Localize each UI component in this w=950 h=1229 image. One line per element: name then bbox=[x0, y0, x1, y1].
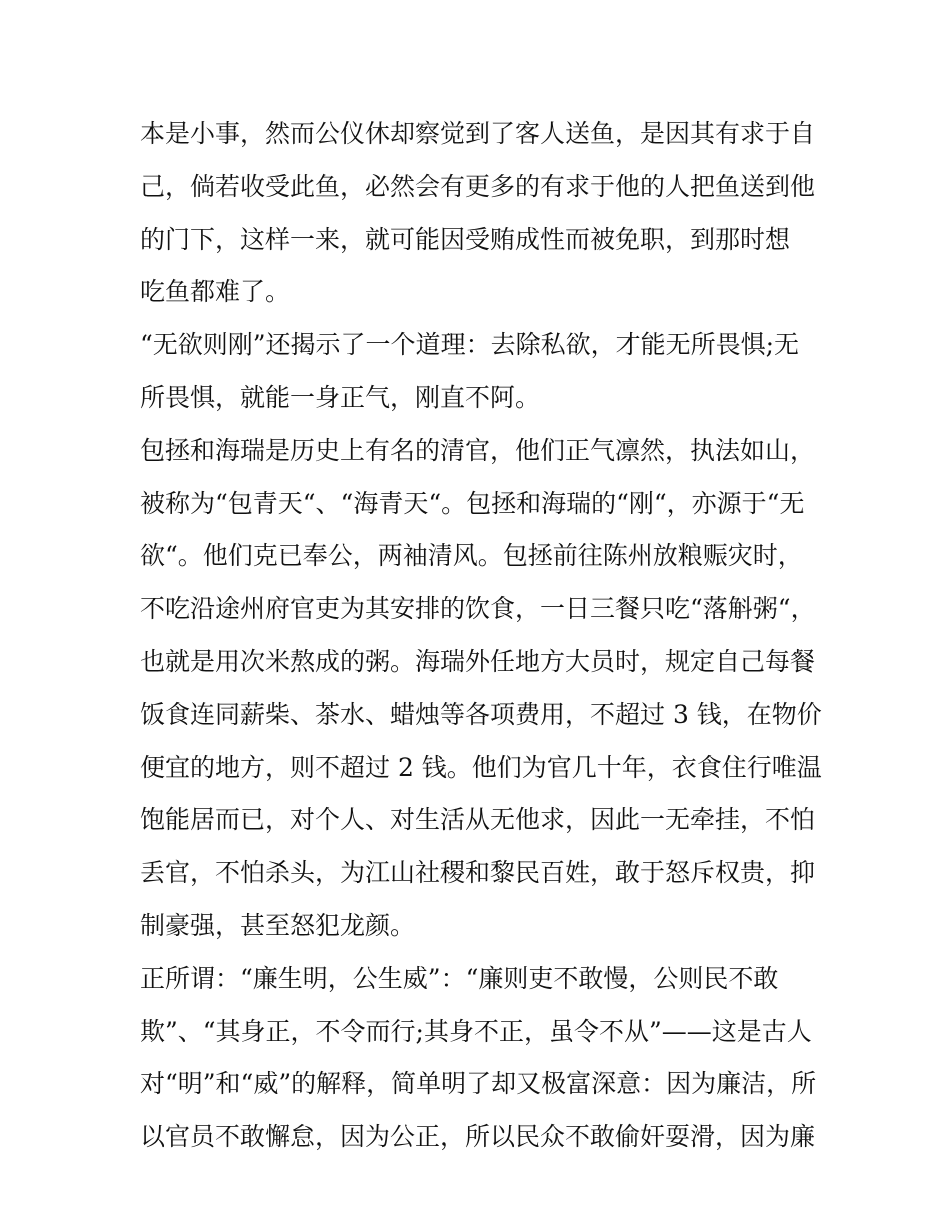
text-line: 吃鱼都难了。 bbox=[140, 277, 291, 307]
text-line: 己，倘若收受此鱼，必然会有更多的有求于他的人把鱼送到他 bbox=[140, 171, 816, 201]
text-line: 丢官，不怕杀头，为江山社稷和黎民百姓，敢于怒斥权贵，抑 bbox=[140, 858, 816, 888]
text-line: 不吃沿途州府官吏为其安排的饮食，一日三餐只吃“落斛粥“， bbox=[140, 594, 816, 624]
text-line: 欲“。他们克已奉公，两袖清风。包拯前往陈州放粮赈灾时， bbox=[140, 541, 803, 571]
text-line: 包拯和海瑞是历史上有名的清官，他们正气凛然，执法如山， bbox=[140, 435, 816, 465]
document-body bbox=[140, 108, 830, 1164]
text-line: 对“明”和“威”的解释，简单明了却又极富深意：因为廉洁，所 bbox=[140, 1069, 817, 1099]
text-line: 正所谓：“廉生明，公生威”：“廉则吏不敢慢，公则民不敢 bbox=[140, 963, 779, 993]
text-line: 被称为“包青天“、“海青天“。包拯和海瑞的“刚“，亦源于“无 bbox=[140, 488, 805, 518]
text-line: 以官员不敢懈怠，因为公正，所以民众不敢偷奸耍滑，因为廉 bbox=[140, 1122, 816, 1152]
text-line: 本是小事，然而公仪休却察觉到了客人送鱼，是因其有求于自 bbox=[140, 119, 816, 148]
text-line: 饭食连同薪柴、茶水、蜡烛等各项费用，不超过 3 钱，在物价 bbox=[140, 699, 822, 729]
text-line: 便宜的地方，则不超过 2 钱。他们为官几十年，衣食住行唯温 bbox=[140, 752, 822, 782]
text-line: 制豪强，甚至怒犯龙颜。 bbox=[140, 910, 416, 940]
text-line: 也就是用次米熬成的粥。海瑞外任地方大员时，规定自己每餐 bbox=[140, 646, 816, 676]
text-line: 所畏惧，就能一身正气，刚直不阿。 bbox=[140, 382, 541, 412]
text-line: 欺”、“其身正，不令而行;其身不正，虽令不从”——这是古人 bbox=[140, 1016, 812, 1046]
text-line: “无欲则刚”还揭示了一个道理：去除私欲，才能无所畏惧;无 bbox=[140, 330, 799, 360]
text-line: 的门下，这样一来，就可能因受贿成性而被免职，到那时想 bbox=[140, 224, 791, 254]
text-line: 饱能居而已，对个人、对生活从无他求，因此一无牵挂，不怕 bbox=[140, 805, 816, 835]
